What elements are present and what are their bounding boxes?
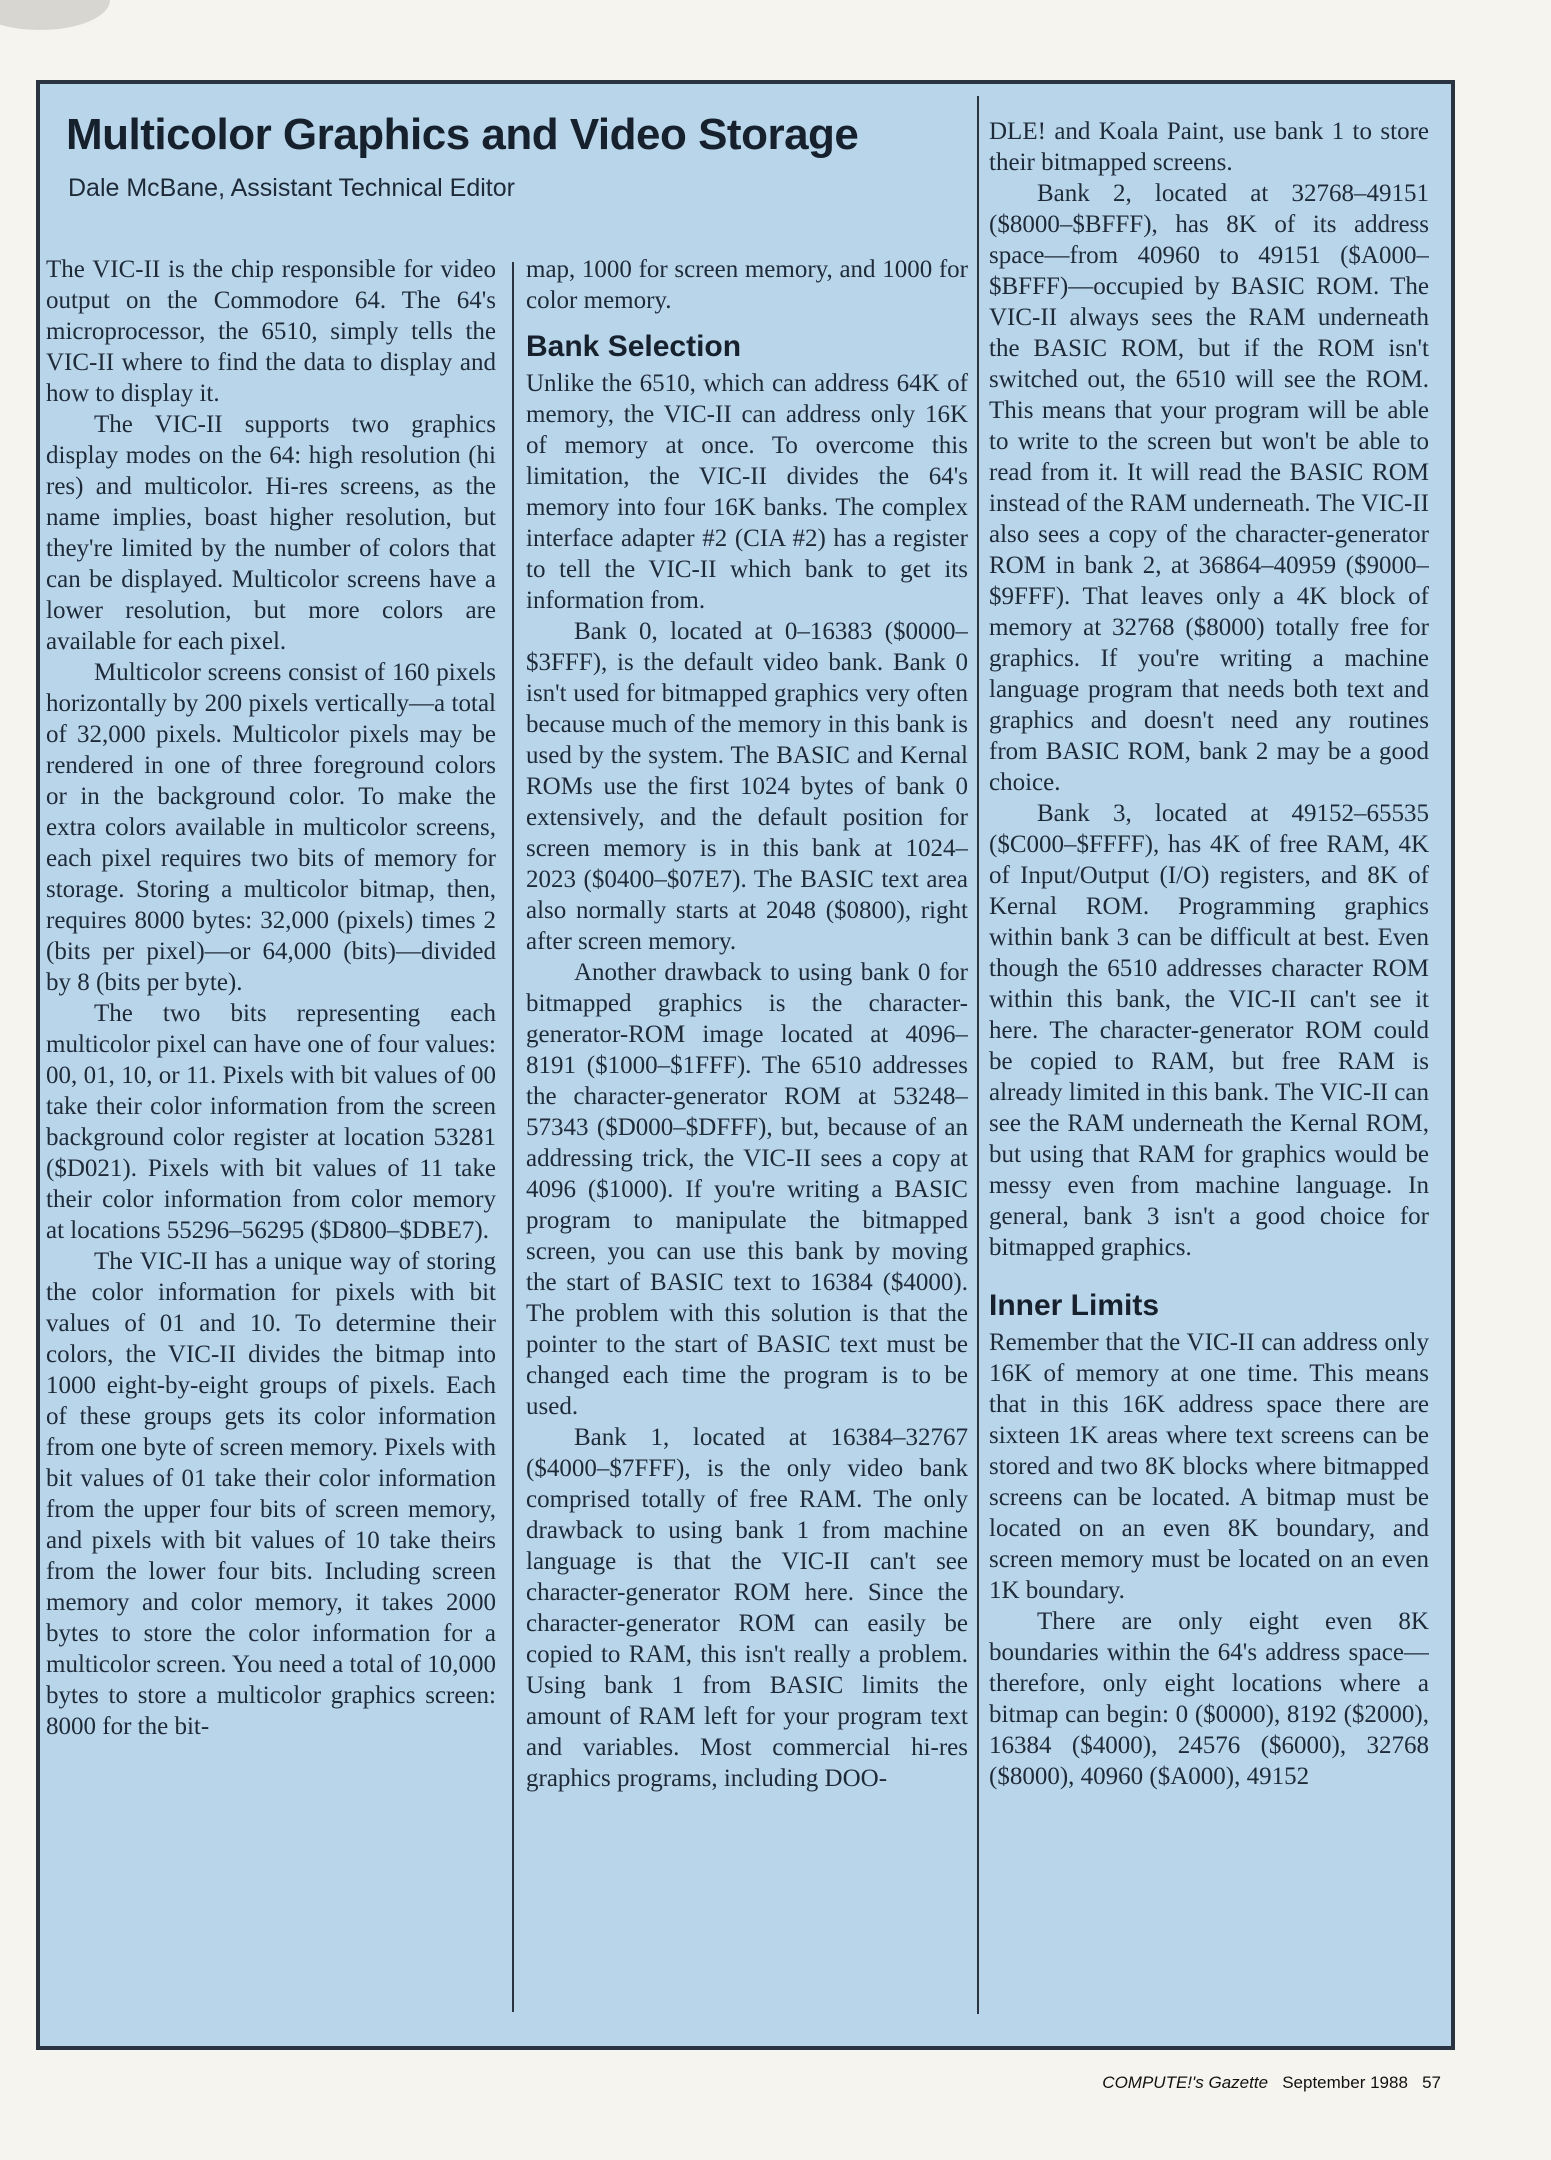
column-3 <box>989 116 1429 2016</box>
paragraph: The VIC-II supports two graphics display modes on the 64: high resolution (hi res) and multicolor. Hi-res screens, as the name implies, boast higher resolution, but they're limited by the number of colors that can be displayed. Multicolor screens have a lower resolution, but more colors are available for each pixel. <box>46 411 496 655</box>
paragraph: Remember that the VIC-II can address only 16K of memory at one time. This means that in this 16K address space there are sixteen 1K areas where text screens can be stored and two 8K blocks where bitmapped screens can be located. A bitmap must be located on an even 8K boundary, and screen memory must be located on an even 1K boundary. <box>989 1329 1429 1604</box>
footer-issue: September 1988 <box>1282 2073 1408 2092</box>
article-byline: Dale McBane, Assistant Technical Editor <box>68 174 515 202</box>
paragraph: Bank 1, located at 16384–32767 ($4000–$7FFF), is the only video bank comprised totally of free RAM. The only drawback to using bank 1 from machine language is that the VIC-II can't see character-generator ROM here. Since the character-generator ROM can easily be copied to RAM, this isn't really a problem. Using bank 1 from BASIC limits the amount of RAM left for your program text and variables. Most commercial hi-res graphics programs, including DOO- <box>526 1424 968 1792</box>
column-divider-1 <box>512 262 514 2012</box>
paragraph: The VIC-II is the chip responsible for video output on the Commodore 64. The 64's microprocessor, the 6510, simply tells the VIC-II where to find the data to display and how to display it. <box>46 256 496 407</box>
paragraph: Bank 3, located at 49152–65535 ($C000–$FFFF), has 4K of free RAM, 4K of Input/Output (I/O) registers, and 8K of Kernal ROM. Programming graphics within bank 3 can be difficult at best. Even though the 6510 addresses character ROM within this bank, the VIC-II can't see it here. The character-generator ROM could be copied to RAM, but free RAM is already limited in this bank. The VIC-II can see the RAM underneath the Kernal ROM, but using that RAM for graphics would be messy even from machine language. In general, bank 3 isn't a good choice for bitmapped graphics. <box>989 800 1429 1261</box>
article-box <box>36 80 1455 2050</box>
section-heading-bank-selection: Bank Selection <box>526 330 742 363</box>
paragraph: Another drawback to using bank 0 for bitmapped graphics is the character-generator-ROM image located at 4096–8191 ($1000–$1FFF). The 6510 addresses the character-generator ROM at 53248–57343 ($D000–$DFFF), but, because of an addressing trick, the VIC-II sees a copy at 4096 ($1000). If you're writing a BASIC program to manipulate the bitmapped screen, you can use this bank by moving the start of BASIC text to 16384 ($4000). The problem with this solution is that the pointer to the start of BASIC text must be changed each time the program is to be used. <box>526 959 968 1420</box>
section-heading-inner-limits: Inner Limits <box>989 1289 1160 1322</box>
page-footer <box>1102 2073 1441 2093</box>
paragraph: DLE! and Koala Paint, use bank 1 to store their bitmapped screens. <box>989 118 1429 176</box>
paragraph: Bank 2, located at 32768–49151 ($8000–$BFFF), has 8K of its address space—from 40960 to 49151 ($A000–$BFFF)—occupied by BASIC ROM. The VIC-II always sees the RAM underneath the BASIC ROM, but if the ROM isn't switched out, the 6510 will see the ROM. This means that your program will be able to write to the screen but won't be able to read from it. It will read the BASIC ROM instead of the RAM underneath. The VIC-II also sees a copy of the character-generator ROM in bank 2, at 36864–40959 ($9000–$9FFF). That leaves only a 4K block of memory at 32768 ($8000) totally free for graphics. If you're writing a machine language program that needs both text and graphics and doesn't need any routines from BASIC ROM, bank 2 may be a good choice. <box>989 180 1429 796</box>
paragraph: There are only eight even 8K boundaries within the 64's address space—therefore, only eight locations where a bitmap can begin: 0 ($0000), 8192 ($2000), 16384 ($4000), 24576 ($6000), 32768 ($8000), 40960 ($A000), 49152 <box>989 1608 1429 1790</box>
paragraph: The VIC-II has a unique way of storing the color information for pixels with bit values of 01 and 10. To determine their colors, the VIC-II divides the bitmap into 1000 eight-by-eight groups of pixels. Each of these groups gets its color information from one byte of screen memory. Pixels with bit values of 01 take their color information from the upper four bits of screen memory, and pixels with bit values of 10 take theirs from the lower four bits. Including screen memory and color memory, it takes 2000 bytes to store the color information for a multicolor screen. You need a total of 10,000 bytes to store a multicolor graphics screen: 8000 for the bit- <box>46 1248 496 1740</box>
paragraph: map, 1000 for screen memory, and 1000 for color memory. <box>526 256 968 314</box>
column-1 <box>46 254 496 2014</box>
paragraph: Unlike the 6510, which can address 64K of memory, the VIC-II can address only 16K of memory at once. To overcome this limitation, the VIC-II divides the 64's memory into four 16K banks. The complex interface adapter #2 (CIA #2) has a register to tell the VIC-II which bank to get its information from. <box>526 370 968 614</box>
paragraph: Bank 0, located at 0–16383 ($0000–$3FFF), is the default video bank. Bank 0 isn't used for bitmapped graphics very often because much of the memory in this bank is used by the system. The BASIC and Kernal ROMs use the first 1024 bytes of bank 0 extensively, and the default position for screen memory is in this bank at 1024–2023 ($0400–$07E7). The BASIC text area also normally starts at 2048 ($0800), right after screen memory. <box>526 618 968 955</box>
footer-magazine: COMPUTE!'s Gazette <box>1102 2073 1269 2092</box>
column-2 <box>526 254 968 2014</box>
paragraph: Multicolor screens consist of 160 pixels horizontally by 200 pixels vertically—a total of 32,000 pixels. Multicolor pixels may be rendered in one of three foreground colors or in the background color. To make the extra colors available in multicolor screens, each pixel requires two bits of memory for storage. Storing a multicolor bitmap, then, requires 8000 bytes: 32,000 (pixels) times 2 (bits per pixel)—or 64,000 (bits)—divided by 8 (bits per byte). <box>46 659 496 996</box>
page-corner-shadow <box>0 0 110 30</box>
column-divider-2 <box>977 96 979 2014</box>
paragraph: The two bits representing each multicolor pixel can have one of four values: 00, 01, 10, or 11. Pixels with bit values of 00 take their color information from the screen background color register at location 53281 ($D021). Pixels with bit values of 11 take their color information from color memory at locations 55296–56295 ($D800–$DBE7). <box>46 1000 496 1244</box>
footer-page-number: 57 <box>1422 2073 1441 2092</box>
article-title: Multicolor Graphics and Video Storage <box>66 110 859 159</box>
